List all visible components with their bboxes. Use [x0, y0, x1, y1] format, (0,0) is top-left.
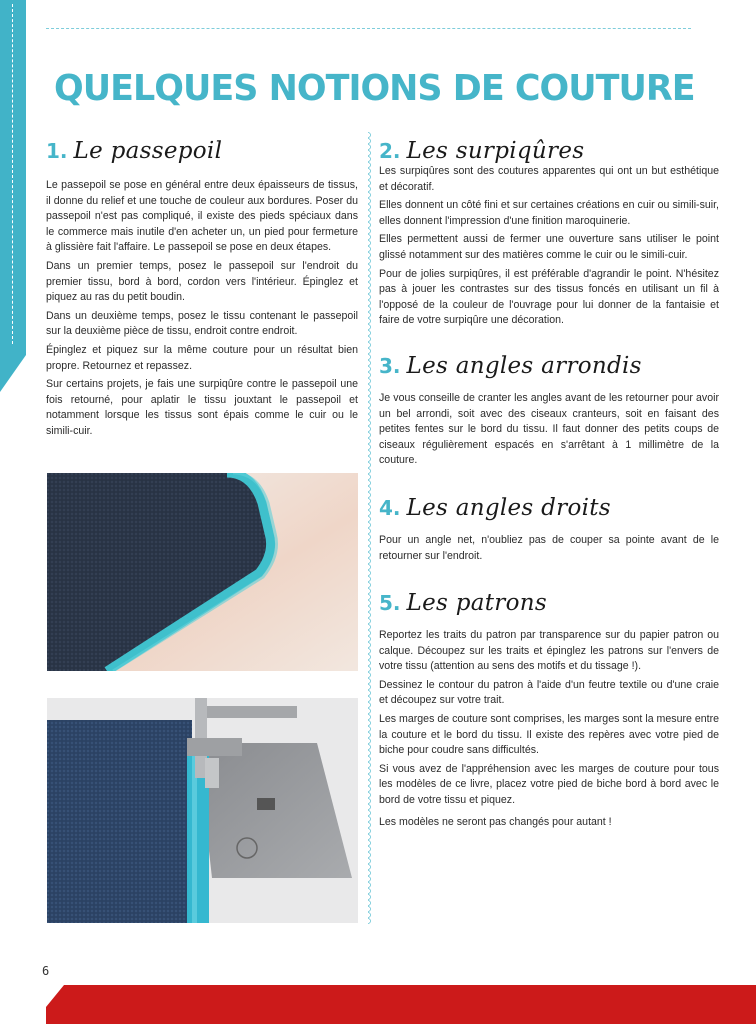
section-title: Les patrons — [406, 590, 547, 617]
paragraph: Les modèles ne seront pas changés pour autant ! — [379, 815, 612, 828]
paragraph: Le passepoil se pose en général entre deux épaisseurs de tissus, il donne du relief et une touche de couleur aux bordures. Poser du passepoil n'est pas compliqué, il existe des pieds spéciaux dans le commerce mais inutile d'en acheter un, un pied pour fermeture à glissière fait l'affaire. Le passepoil se pose en deux étapes. — [46, 179, 358, 254]
footer-band — [46, 985, 756, 1024]
paragraph: Les surpiqûres sont des coutures apparentes qui ont un but esthétique et décoratif. — [379, 165, 719, 193]
paragraph: Épinglez et piquez sur la même couture pour un résultat bien propre. Retournez et repassez. — [46, 343, 358, 372]
right-column — [379, 138, 719, 833]
left-column — [46, 138, 358, 443]
side-tab-stitch — [12, 4, 13, 344]
page-title: QUELQUES NOTIONS DE COUTURE — [54, 68, 695, 109]
paragraph: Les marges de couture sont comprises, les marges sont la mesure entre la couture et le bord du tissu. Il existe des repères avec votre pied de biche pour coudre sans difficultés. — [379, 713, 719, 757]
paragraph: Elles permettent aussi de fermer une ouverture sans utiliser le point glissé notamment sur des matières comme le cuir ou le simili-cuir. — [379, 233, 719, 261]
section-heading-patrons — [379, 590, 719, 616]
paragraph: Dans un deuxième temps, posez le tissu contenant le passepoil sur la deuxième pièce de tissu, endroit contre endroit. — [46, 309, 358, 338]
photo-sewing-machine-foot — [47, 698, 358, 923]
paragraph: Pour un angle net, n'oubliez pas de couper sa pointe avant de le retourner sur l'endroit. — [379, 533, 719, 562]
column-divider — [368, 132, 374, 924]
section-number: 3. — [379, 353, 401, 378]
section-title: Les angles droits — [406, 494, 611, 521]
section-number: 1. — [46, 139, 68, 163]
section-title: Les angles arrondis — [406, 352, 642, 379]
section-number: 5. — [379, 591, 401, 616]
section-title: Le passepoil — [73, 138, 223, 164]
paragraph: Pour de jolies surpiqûres, il est préférable d'agrandir le point. N'hésitez pas à jouer les contrastes sur des tissus foncés en utilisant un fil à l'opposé de la couleur de l'ouvrage pour lui donner de la fantaisie et faire de votre surpiqûre une décoration. — [379, 267, 719, 327]
side-tab-decoration — [0, 0, 26, 392]
page-number: 6 — [42, 964, 50, 978]
section-heading-angles-arrondis — [379, 353, 719, 379]
photo-denim-piping-corner-image — [47, 473, 358, 671]
section-number: 2. — [379, 139, 401, 163]
paragraph: Reportez les traits du patron par transparence sur du papier patron ou calque. Découpez sur les traits et épinglez les patrons sur l'envers de votre tissu (attention au sens des motifs et du tissage !). — [379, 629, 719, 673]
paragraph: Si vous avez de l'appréhension avec les marges de couture pour tous les modèles de ce livre, placez votre pied de biche bord à bord avec le bord de votre tissu et piquez. — [379, 762, 719, 807]
top-stitch-line — [46, 28, 691, 29]
section-number: 4. — [379, 495, 401, 520]
paragraph: Elles donnent un côté fini et sur certaines créations en cuir ou simili-suir, elles donnent l'impression d'une finition maroquinerie. — [379, 199, 719, 227]
paragraph: Sur certains projets, je fais une surpiqûre contre le passepoil une fois retourné, pour aplatir le tissu jouxtant le passepoil et notamment lorsque les tissus sont épais comme le cuir ou le simili-cuir. — [46, 378, 358, 437]
section-heading-passepoil — [46, 138, 358, 164]
section-heading-surpiqures — [379, 138, 719, 164]
paragraph: Je vous conseille de cranter les angles avant de les retourner pour avoir un bel arrondi, soit avec des ciseaux cranteurs, soit en faisant des petites fentes sur le bord du tissu. Il faut donner des petits coups de ciseaux régulièrement espacés en s'arrêtant à 1 millimètre de la couture. — [379, 391, 719, 467]
section-title: Les surpiqûres — [406, 138, 585, 164]
photo-denim-piping-corner — [47, 473, 358, 671]
paragraph: Dessinez le contour du patron à l'aide d'un feutre textile ou d'une craie et découpez sur votre trait. — [379, 678, 719, 707]
section-heading-angles-droits — [379, 495, 719, 521]
photo-sewing-machine-foot-image — [47, 698, 358, 923]
paragraph: Dans un premier temps, posez le passepoil sur l'endroit du premier tissu, bord à bord, cordon vers l'intérieur. Épinglez et piquez au ras du petit boudin. — [46, 259, 358, 304]
